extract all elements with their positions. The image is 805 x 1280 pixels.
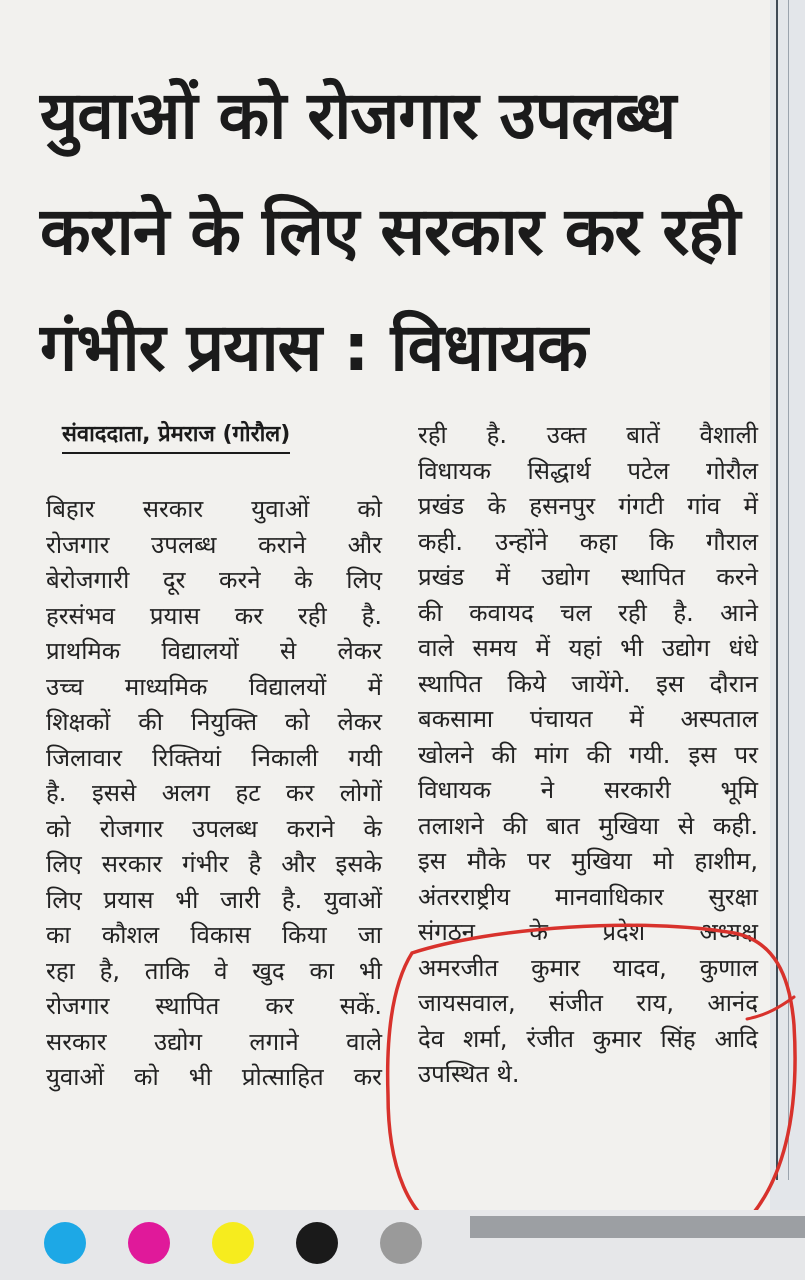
text-line: है. इससे अलग हट कर लोगों bbox=[46, 779, 382, 807]
text-line: रहा है, ताकि वे खुद का भी bbox=[46, 956, 382, 985]
text-line: खोलने की मांग की गयी. इस पर bbox=[418, 740, 758, 769]
text-line: प्राथमिक विद्यालयों से लेकर bbox=[46, 637, 382, 665]
registration-gray-strip bbox=[470, 1216, 805, 1238]
magenta-registration-dot bbox=[128, 1222, 170, 1264]
text-line: बिहार सरकार युवाओं को bbox=[46, 495, 382, 523]
text-line: कही. उन्होंने कहा कि गौराल bbox=[418, 527, 758, 556]
text-line: जिलावार रिक्तियां निकाली गयी bbox=[46, 743, 382, 772]
text-line: देव शर्मा, रंजीत कुमार सिंह आदि bbox=[418, 1024, 758, 1053]
text-line: रही है. उक्त बातें वैशाली bbox=[418, 421, 758, 449]
text-line: लिए प्रयास भी जारी है. युवाओं bbox=[46, 885, 382, 914]
black-registration-dot bbox=[296, 1222, 338, 1264]
article-byline: संवाददाता, प्रेमराज (गोरौल) bbox=[62, 418, 290, 454]
text-line: प्रखंड में उद्योग स्थापित करने bbox=[418, 563, 758, 591]
column-rule bbox=[776, 0, 778, 1180]
article-column-right bbox=[418, 418, 758, 1093]
gray-registration-dot bbox=[380, 1222, 422, 1264]
text-line: उपस्थित थे. bbox=[418, 1060, 520, 1088]
cyan-registration-dot bbox=[44, 1222, 86, 1264]
text-line: सरकार उद्योग लगाने वाले bbox=[46, 1027, 382, 1056]
text-line: जायसवाल, संजीत राय, आनंद bbox=[418, 989, 758, 1017]
article-column-left bbox=[46, 492, 382, 1096]
text-line: युवाओं को भी प्रोत्साहित कर bbox=[46, 1063, 382, 1091]
text-line: की कवायद चल रही है. आने bbox=[418, 598, 758, 627]
text-line: रोजगार उपलब्ध कराने और bbox=[46, 530, 382, 559]
column-rule-secondary bbox=[788, 0, 789, 1180]
text-line: अंतरराष्ट्रीय मानवाधिकार सुरक्षा bbox=[418, 882, 758, 911]
text-line: वाले समय में यहां भी उद्योग धंधे bbox=[418, 634, 758, 662]
text-line: तलाशने की बात मुखिया से कही. bbox=[418, 811, 758, 840]
text-line: स्थापित किये जायेंगे. इस दौरान bbox=[418, 669, 758, 698]
text-line: प्रखंड के हसनपुर गंगटी गांव में bbox=[418, 492, 758, 520]
text-line: इस मौके पर मुखिया मो हाशीम, bbox=[418, 847, 758, 875]
text-line: अमरजीत कुमार यादव, कुणाल bbox=[418, 953, 758, 982]
text-line: को रोजगार उपलब्ध कराने के bbox=[46, 814, 382, 843]
article-headline: युवाओं को रोजगार उपलब्ध कराने के लिए सरकार कर रही गंभीर प्रयास : विधायक bbox=[40, 77, 740, 386]
text-line: बकसामा पंचायत में अस्पताल bbox=[418, 705, 758, 733]
yellow-registration-dot bbox=[212, 1222, 254, 1264]
text-line: हरसंभव प्रयास कर रही है. bbox=[46, 601, 382, 630]
text-line: बेरोजगारी दूर करने के लिए bbox=[46, 566, 382, 594]
text-line: संगठन के प्रदेश अध्यक्ष bbox=[418, 918, 758, 946]
text-line: का कौशल विकास किया जा bbox=[46, 921, 382, 949]
text-line: रोजगार स्थापित कर सकें. bbox=[46, 992, 382, 1020]
text-line: शिक्षकों की नियुक्ति को लेकर bbox=[46, 708, 382, 736]
text-line: विधायक सिद्धार्थ पटेल गोरौल bbox=[418, 456, 758, 485]
text-line: लिए सरकार गंभीर है और इसके bbox=[46, 850, 382, 878]
text-line: उच्च माध्यमिक विद्यालयों में bbox=[46, 672, 382, 701]
text-line: विधायक ने सरकारी भूमि bbox=[418, 776, 758, 804]
